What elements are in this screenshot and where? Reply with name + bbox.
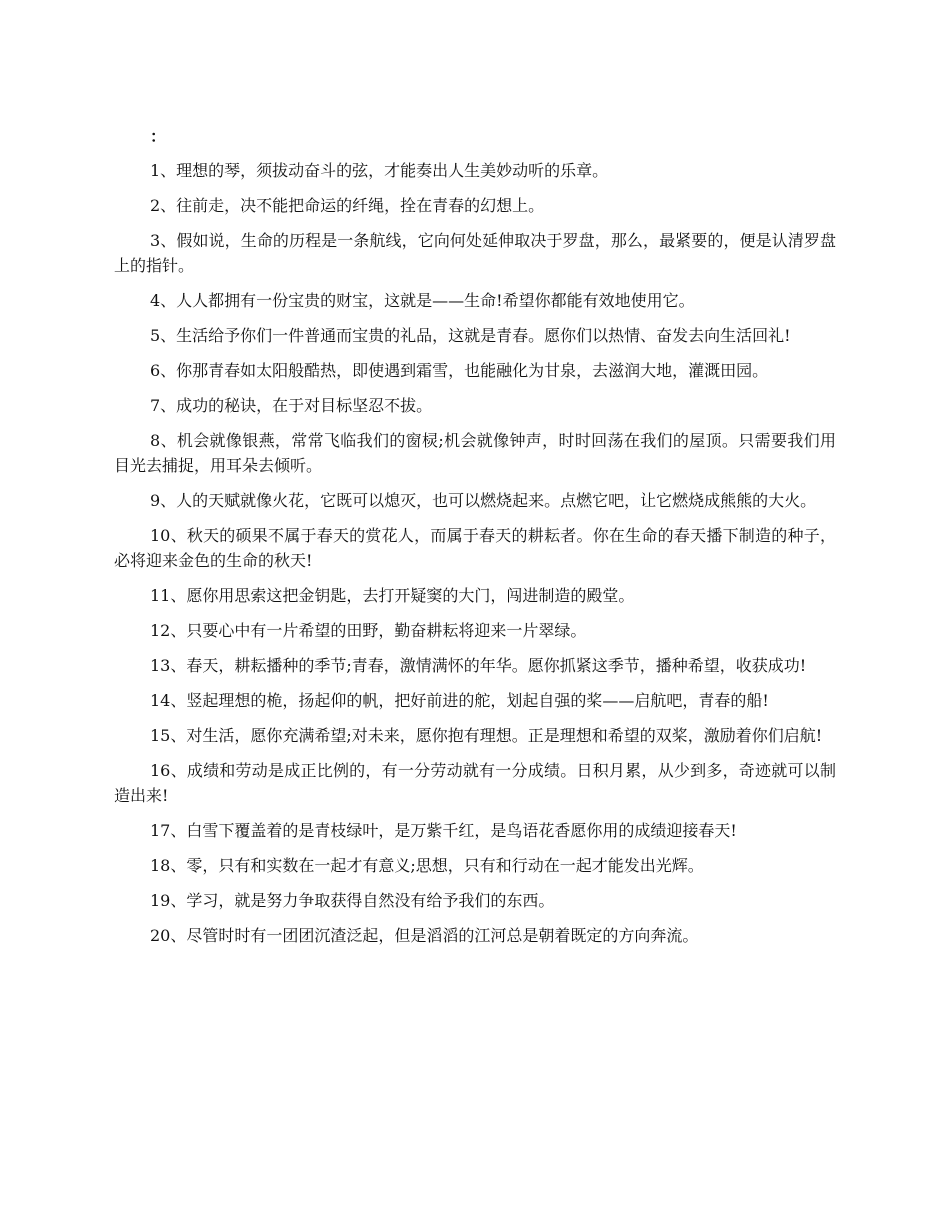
paragraph-2: 2、往前走，决不能把命运的纤绳，拴在青春的幻想上。 (150, 196, 545, 215)
paragraph-12: 12、只要心中有一片希望的田野，勤奋耕耘将迎来一片翠绿。 (150, 621, 587, 640)
paragraph-3: 3、假如说，生命的历程是一条航线，它向何处延伸取决于罗盘，那么，最紧要的，便是认清罗盘上的指针。 (114, 231, 836, 275)
paragraph-15: 15、对生活，愿你充满希望;对未来，愿你抱有理想。正是理想和希望的双桨，激励着你们启航! (150, 726, 823, 745)
paragraph-18: 18、零，只有和实数在一起才有意义;思想，只有和行动在一起才能发出光辉。 (150, 856, 704, 875)
paragraph-19: 19、学习，就是努力争取获得自然没有给予我们的东西。 (150, 891, 555, 910)
lead-colon: ： (150, 127, 167, 146)
paragraph-1: 1、理想的琴，须拔动奋斗的弦，才能奏出人生美妙动听的乐章。 (150, 161, 609, 180)
document-body (114, 124, 836, 958)
paragraph-10: 10、秋天的硕果不属于春天的赏花人，而属于春天的耕耘者。你在生命的春天播下制造的种子，必将迎来金色的生命的秋天! (114, 526, 836, 570)
paragraph-20: 20、尽管时时有一团团沉渣泛起，但是滔滔的江河总是朝着既定的方向奔流。 (150, 926, 699, 945)
paragraph-7: 7、成功的秘诀，在于对目标坚忍不拔。 (150, 396, 433, 415)
paragraph-5: 5、生活给予你们一件普通而宝贵的礼品，这就是青春。愿你们以热情、奋发去向生活回礼! (150, 326, 791, 345)
paragraph-11: 11、愿你用思索这把金钥匙，去打开疑窦的大门，闯进制造的殿堂。 (150, 586, 635, 605)
paragraph-8: 8、机会就像银燕，常常飞临我们的窗棂;机会就像钟声，时时回荡在我们的屋顶。只需要我们用目光去捕捉，用耳朵去倾听。 (114, 431, 836, 475)
paragraph-4: 4、人人都拥有一份宝贵的财宝，这就是——生命!希望你都能有效地使用它。 (150, 291, 695, 310)
paragraph-9: 9、人的天赋就像火花，它既可以熄灭，也可以燃烧起来。点燃它吧，让它燃烧成熊熊的大火。 (150, 491, 817, 510)
paragraph-16: 16、成绩和劳动是成正比例的，有一分劳动就有一分成绩。日积月累，从少到多，奇迹就可以制造出来! (114, 761, 836, 805)
paragraph-14: 14、竖起理想的桅，扬起仰的帆，把好前进的舵，划起自强的桨——启航吧，青春的船! (150, 691, 769, 710)
paragraph-6: 6、你那青春如太阳般酷热，即使遇到霜雪，也能融化为甘泉，去滋润大地，灌溉田园。 (150, 361, 769, 380)
paragraph-17: 17、白雪下覆盖着的是青枝绿叶，是万紫千红，是鸟语花香愿你用的成绩迎接春天! (150, 821, 737, 840)
paragraph-13: 13、春天，耕耘播种的季节;青春，激情满怀的年华。愿你抓紧这季节，播种希望，收获成功! (150, 656, 807, 675)
